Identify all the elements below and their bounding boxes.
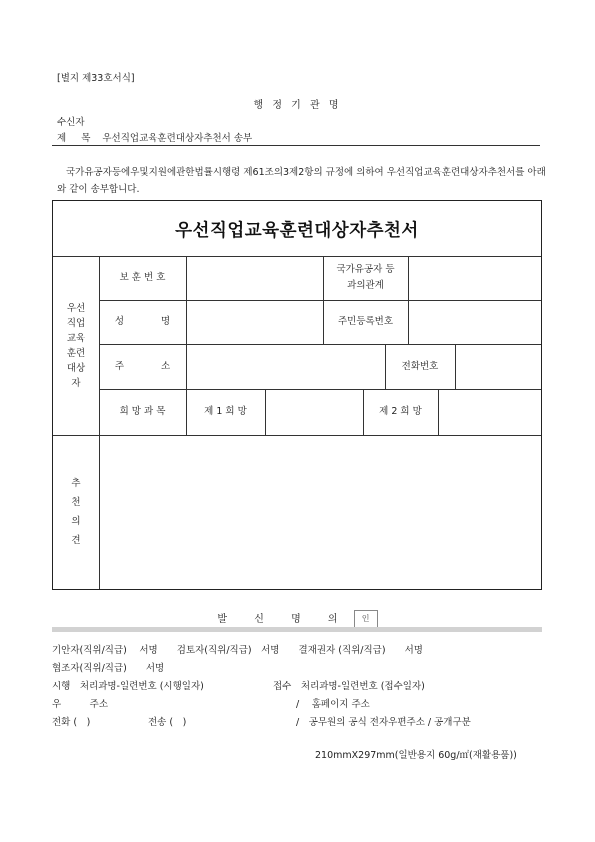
- subject-label: 제 목: [57, 133, 97, 144]
- id-number-field[interactable]: [186, 256, 323, 300]
- address-label: 주 소: [114, 360, 171, 372]
- form-title: 우선직업교육훈련대상자추천서: [175, 221, 419, 241]
- approver-signature: 결재권자 (직위/직급) 서명: [298, 645, 423, 656]
- subject-rule: [52, 145, 540, 146]
- footer-bar: [52, 627, 542, 632]
- paper-spec: 210mmX297mm(일반용지 60g/㎡(재활용품)): [315, 750, 517, 761]
- drafter-signature: 기안자(직위/직급) 서명: [52, 645, 158, 656]
- subject-line: [57, 130, 252, 144]
- sender-line: [0, 610, 595, 628]
- desired-course-label: 희 망 과 목: [119, 406, 166, 417]
- opinion-field[interactable]: [99, 435, 541, 589]
- form-number: [별지 제33호서식]: [57, 73, 135, 84]
- phone-field[interactable]: [455, 344, 541, 389]
- second-choice-label: 제 2 희 망: [379, 406, 422, 417]
- id-number-label: 보 훈 번 호: [119, 272, 166, 283]
- agency-name: 행 정 기 관 명: [253, 100, 342, 111]
- name-label: 성 명: [114, 316, 171, 327]
- resident-number-label: 주민등록번호: [337, 316, 394, 327]
- second-choice-field[interactable]: [438, 389, 541, 435]
- enforcement-number: 시행 처리과명-일련번호 (시행일자): [52, 681, 204, 692]
- opinion-label-cell: [53, 435, 99, 589]
- first-choice-label: 제 1 희 망: [204, 406, 247, 417]
- seal-box: 인: [354, 610, 378, 628]
- phone-label: 전화번호: [401, 360, 439, 372]
- postal-address: 우 주소: [52, 699, 109, 710]
- fax-number: 전송 ( ): [148, 717, 187, 728]
- cooperator-signature: 협조자(직위/직급) 서명: [52, 663, 165, 674]
- sender-label: 발 신 명 의: [217, 614, 350, 625]
- relation-label: [323, 256, 408, 300]
- subject-text: 우선직업교육훈련대상자추천서 송부: [102, 133, 253, 144]
- official-email: / 공무원의 공식 전자우편주소 / 공개구분: [296, 717, 471, 728]
- relation-field[interactable]: [408, 256, 541, 300]
- receipt-number: 접수 처리과명-일련번호 (접수일자): [273, 681, 425, 692]
- name-field[interactable]: [186, 300, 323, 344]
- reviewer-signature: 검토자(직위/직급) 서명: [176, 645, 280, 656]
- first-choice-field[interactable]: [265, 389, 363, 435]
- relation-label-text: 국가유공자 등과의관계: [336, 264, 395, 291]
- body-text: 국가유공자등에우및지원에관한법률시행령 제61조의3제2항의 규정에 의하여 우선직업교육훈련대상자추천서를 아래와 같이 송부합니다.: [57, 167, 546, 195]
- phone-number: 전화 ( ): [52, 717, 91, 728]
- recommendation-form-table: [52, 200, 542, 590]
- approval-line: [52, 642, 423, 656]
- opinion-label: 추천의견: [71, 478, 81, 546]
- homepage-address: / 홈페이지 주소: [296, 699, 370, 710]
- recipient-label: 수신자: [57, 117, 85, 128]
- side-label-cell: [53, 256, 99, 435]
- side-label: 우선직업교육훈련대상자: [66, 302, 86, 389]
- address-field[interactable]: [186, 344, 385, 389]
- resident-number-field[interactable]: [408, 300, 541, 344]
